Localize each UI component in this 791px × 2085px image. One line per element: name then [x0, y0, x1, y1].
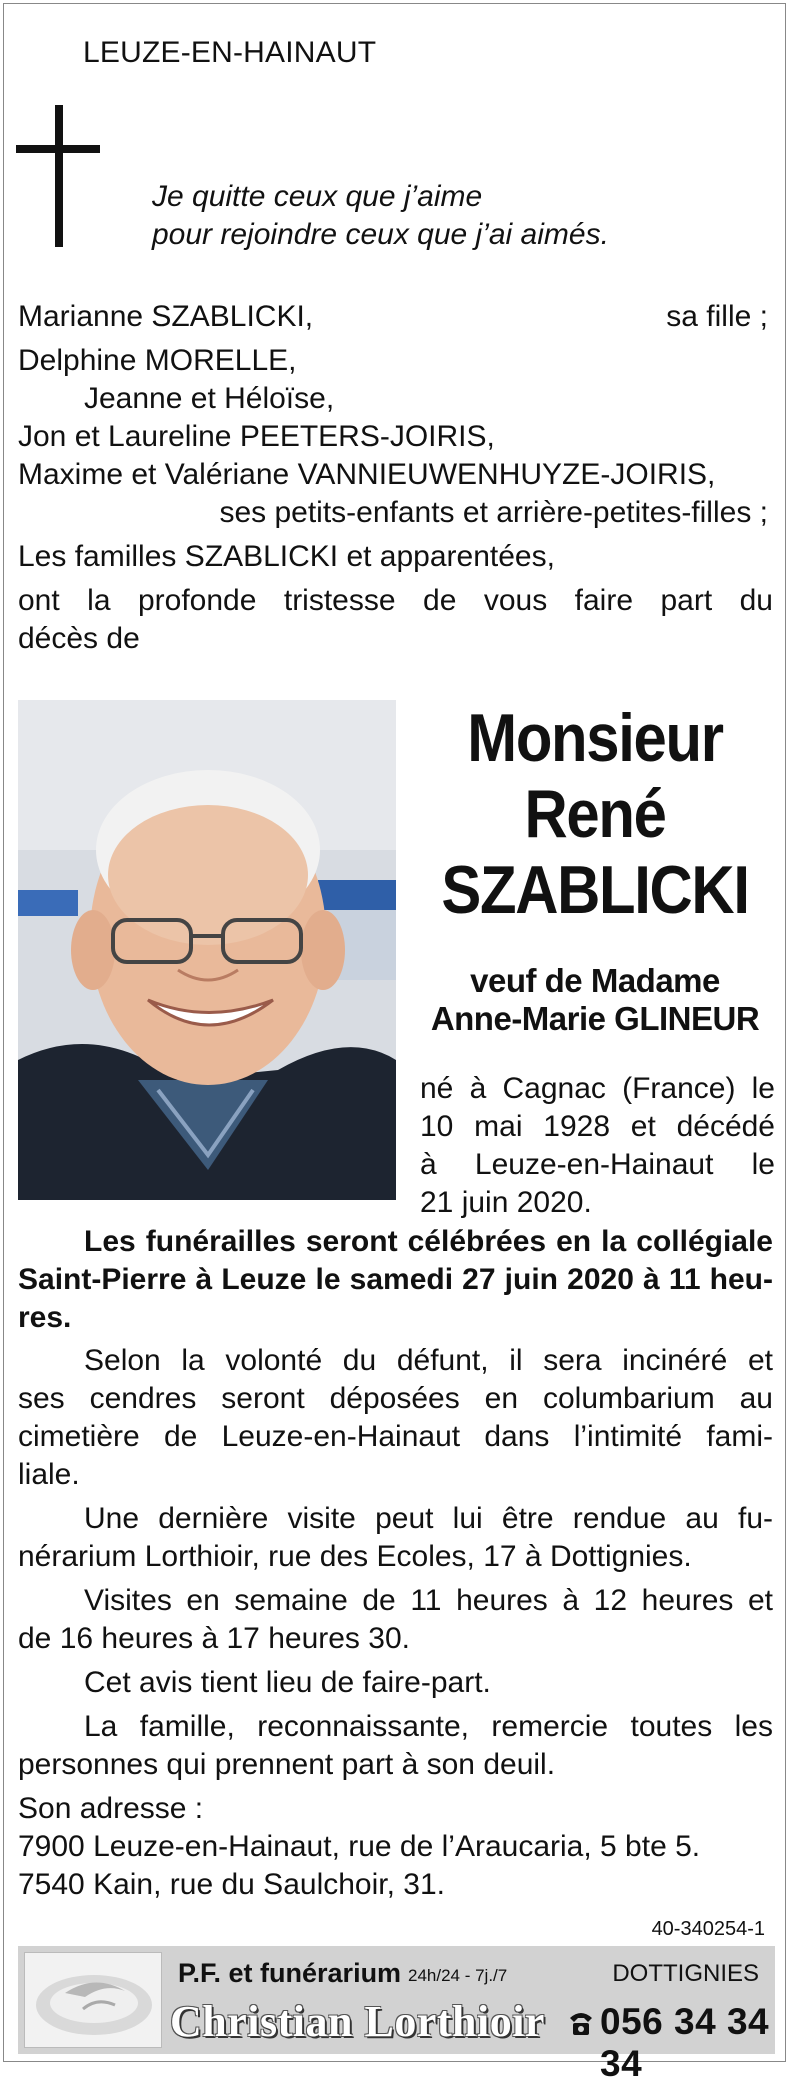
- notice-line: Cet avis tient lieu de faire-part.: [84, 1666, 491, 1699]
- address-block: [18, 1790, 773, 1904]
- grandchildren-role-text: ses petits-enfants et arrière-petites-filles ;: [219, 496, 768, 529]
- poem: [152, 178, 609, 254]
- announcement: [18, 582, 773, 658]
- opening-hours: 24h/24 - 7j./7: [408, 1966, 508, 1985]
- thanks-line: personnes qui prennent part à son deuil.: [18, 1748, 556, 1781]
- thanks-paragraph: [18, 1708, 773, 1784]
- phone-icon: [566, 2008, 596, 2038]
- cremation-line: ses cendres seront déposées en columbarium au: [18, 1382, 773, 1415]
- funeral-home-brand: Christian Lorthioir: [170, 1997, 545, 2046]
- funeral-line: Saint-Pierre à Leuze le samedi 27 juin 2020 à 11 heu-: [18, 1263, 773, 1296]
- address-line: 7540 Kain, rue du Saulchoir, 31.: [18, 1868, 445, 1901]
- deceased-last-name: SZABLICKI: [441, 852, 749, 928]
- widow-of: [420, 962, 770, 1038]
- families-line: Les familles SZABLICKI et apparentées,: [18, 540, 555, 573]
- birth-line: né à Cagnac (France) le: [420, 1072, 775, 1105]
- thanks-line: La famille, reconnaissante, remercie toutes les: [84, 1710, 773, 1743]
- birth-line: à Leuze-en-Hainaut le: [420, 1148, 775, 1181]
- visit-line: nérarium Lorthioir, rue des Ecoles, 17 à Dottignies.: [18, 1540, 692, 1573]
- relative-grandchild: Delphine MORELLE,: [18, 344, 297, 377]
- daughter-name: Marianne SZABLICKI,: [18, 300, 314, 333]
- town-heading: LEUZE-EN-HAINAUT: [83, 36, 377, 69]
- birth-death-info: [420, 1070, 775, 1222]
- funeral-home-banner: [18, 1946, 775, 2084]
- funeral-home-town: DOTTIGNIES: [612, 1960, 759, 1987]
- portrait-photo: [18, 700, 396, 1200]
- deceased-first-name: René: [524, 776, 666, 852]
- poem-line: Je quitte ceux que j’aime: [152, 180, 483, 213]
- relative-great-grandchildren: Jeanne et Héloïse,: [84, 382, 335, 415]
- phone-number[interactable]: 056 34 34 34: [600, 2001, 770, 2084]
- deceased-title: Monsieur: [467, 700, 723, 776]
- reference-number: 40-340254-1: [651, 1918, 765, 1940]
- birth-line: 10 mai 1928 et décédé: [420, 1110, 775, 1143]
- birth-line: 21 juin 2020.: [420, 1186, 592, 1219]
- address-label: Son adresse :: [18, 1792, 204, 1825]
- cross-icon: [55, 105, 63, 247]
- hours-line: Visites en semaine de 11 heures à 12 heures et: [84, 1584, 773, 1617]
- cremation-line: cimetière de Leuze-en-Hainaut dans l’intimité fami-: [18, 1420, 773, 1453]
- relative-daughter: [18, 298, 768, 336]
- cremation-paragraph: [18, 1342, 773, 1494]
- cremation-line: Selon la volonté du défunt, il sera incinéré et: [84, 1344, 773, 1377]
- funeral-home-logo: [24, 1952, 162, 2048]
- hours-paragraph: [18, 1582, 773, 1658]
- cremation-line: liale.: [18, 1458, 80, 1491]
- funeral-home-label: P.F. et funérarium: [178, 1958, 402, 1988]
- hours-line: de 16 heures à 17 heures 30.: [18, 1622, 410, 1655]
- announcement-line: ont la profonde tristesse de vous faire part du: [18, 584, 773, 617]
- visit-line: Une dernière visite peut lui être rendue au fu-: [84, 1502, 773, 1535]
- deceased-name: [420, 700, 770, 928]
- funeral-line: Les funérailles seront célébrées en la collégiale: [84, 1225, 773, 1258]
- address-line: 7900 Leuze-en-Hainaut, rue de l’Araucaria, 5 bte 5.: [18, 1830, 701, 1863]
- notice-paragraph: [18, 1664, 773, 1702]
- relative-grandchild: Maxime et Valériane VANNIEUWENHUYZE-JOIRIS,: [18, 458, 716, 491]
- relative-grandchild: Jon et Laureline PEETERS-JOIRIS,: [18, 420, 495, 453]
- daughter-role: sa fille ;: [666, 300, 768, 333]
- visit-paragraph: [18, 1500, 773, 1576]
- cross-icon-bar: [16, 145, 100, 153]
- widow-line: Anne-Marie GLINEUR: [430, 1000, 760, 1037]
- funeral-paragraph: [18, 1223, 773, 1337]
- poem-line: pour rejoindre ceux que j’ai aimés.: [152, 218, 609, 251]
- widow-line: veuf de Madame: [470, 962, 720, 999]
- announcement-line: décès de: [18, 622, 140, 655]
- funeral-line: res.: [18, 1301, 72, 1334]
